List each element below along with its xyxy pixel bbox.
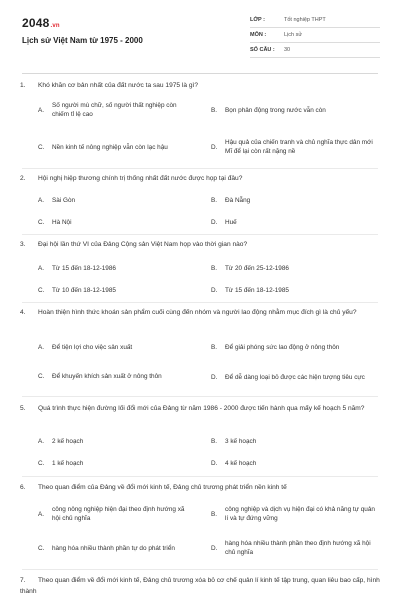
- meta-label: SỐ CÂU :: [250, 47, 275, 53]
- question-2-option-c[interactable]: C. Hà Nội: [38, 218, 72, 226]
- question-separator: [22, 476, 378, 477]
- document-title: Lịch sử Việt Nam từ 1975 - 2000: [22, 36, 143, 45]
- meta-label: LỚP :: [250, 17, 265, 23]
- question-1-option-a[interactable]: A. Số người mù chữ, số người thất nghiệp còn chiếm tỉ lệ cao: [38, 102, 177, 118]
- site-logo[interactable]: [22, 16, 60, 30]
- question-4-option-d[interactable]: D. Để dễ dàng loại bỏ được các hiện tượng tiêu cực: [211, 373, 365, 381]
- question-3-option-c[interactable]: C. Từ 10 đến 18-12-1985: [38, 286, 116, 294]
- meta-row-class: [250, 13, 380, 28]
- question-3-option-b[interactable]: B. Từ 20 đến 25-12-1986: [211, 264, 289, 272]
- question-1-text: 1. Khó khăn cơ bản nhất của đất nước ta sau 1975 là gì?: [20, 82, 199, 89]
- meta-row-subject: [250, 28, 380, 43]
- question-6-option-b[interactable]: B. công nghiệp và dịch vụ hiện đại có khả năng tự quản lí và tự đứng vững: [211, 506, 375, 522]
- question-5-option-a[interactable]: A. 2 kế hoạch: [38, 437, 84, 445]
- question-2-option-d[interactable]: D. Huế: [211, 218, 237, 226]
- meta-row-count: [250, 43, 380, 58]
- question-2-text: 2. Hội nghị hiệp thương chính trị thống nhất đất nước được họp tại đâu?: [20, 175, 243, 182]
- meta-value: 30: [284, 47, 291, 53]
- question-5-option-c[interactable]: C. 1 kế hoạch: [38, 459, 84, 467]
- question-4-option-b[interactable]: B. Để giải phóng sức lao động ở nông thôn: [211, 343, 340, 351]
- logo-suffix: .vn: [50, 23, 60, 29]
- question-5-option-d[interactable]: D. 4 kế hoạch: [211, 459, 257, 467]
- question-3-option-d[interactable]: D. Từ 15 đến 18-12-1985: [211, 286, 289, 294]
- question-6-option-a[interactable]: A. công nông nghiệp hiện đại theo định hướng xã hội chủ nghĩa: [38, 506, 185, 522]
- question-1-option-d[interactable]: D. Hậu quả của chiến tranh và chủ nghĩa thực dân mới Mĩ để lại còn rất nặng nề: [211, 139, 373, 155]
- question-1-option-c[interactable]: C. Nền kinh tế nông nghiệp vẫn còn lạc hậu: [38, 143, 168, 151]
- question-separator: [22, 168, 378, 169]
- meta-value: Tốt nghiệp THPT: [284, 17, 326, 23]
- header-divider: [22, 73, 378, 74]
- logo-text: 2048: [22, 16, 50, 30]
- document-header: [0, 0, 400, 70]
- question-1-option-b[interactable]: B. Bọn phản động trong nước vẫn còn: [211, 106, 326, 114]
- meta-label: MÔN :: [250, 32, 267, 38]
- question-5-option-b[interactable]: B. 3 kế hoạch: [211, 437, 257, 445]
- question-separator: [22, 396, 378, 397]
- question-4-option-a[interactable]: A. Để tiện lợi cho việc sản xuất: [38, 343, 133, 351]
- question-6-option-c[interactable]: C. hàng hóa nhiều thành phần tự do phát triển: [38, 544, 175, 552]
- question-separator: [22, 302, 378, 303]
- question-6-text: 6. Theo quan điểm của Đảng về đổi mới kinh tế, Đảng chủ trương phát triển nền kinh tế: [20, 484, 287, 491]
- meta-value: Lịch sử: [284, 32, 303, 38]
- question-7-text: 7. Theo quan điểm về đổi mới kinh tế, Đảng chủ trương xóa bỏ cơ chế quản lí kinh tế tập trung, quan liêu bao cấp, hình thành: [20, 577, 380, 595]
- question-2-option-b[interactable]: B. Đà Nẵng: [211, 196, 251, 204]
- question-2-option-a[interactable]: A. Sài Gòn: [38, 196, 76, 204]
- question-separator: [22, 569, 378, 570]
- question-4-text: 4. Hoàn thiện hình thức khoán sản phẩm cuối cùng đến nhóm và người lao động nhằm mục đích gì là chủ yếu?: [20, 309, 357, 316]
- question-6-option-d[interactable]: D. hàng hóa nhiều thành phần theo định hướng xã hội chủ nghĩa: [211, 540, 371, 556]
- question-3-option-a[interactable]: A. Từ 15 đến 18-12-1986: [38, 264, 116, 272]
- question-3-text: 3. Đại hội lần thứ VI của Đảng Cộng sản Việt Nam họp vào thời gian nào?: [20, 241, 248, 248]
- question-5-text: 5. Quá trình thực hiện đường lối đổi mới của Đảng từ năm 1986 - 2000 được tiến hành qua mấy kế hoạch 5 năm?: [20, 405, 365, 412]
- question-4-option-c[interactable]: C. Để khuyến khích sản xuất ở nông thôn: [38, 372, 162, 380]
- meta-table: [250, 13, 380, 58]
- question-separator: [22, 234, 378, 235]
